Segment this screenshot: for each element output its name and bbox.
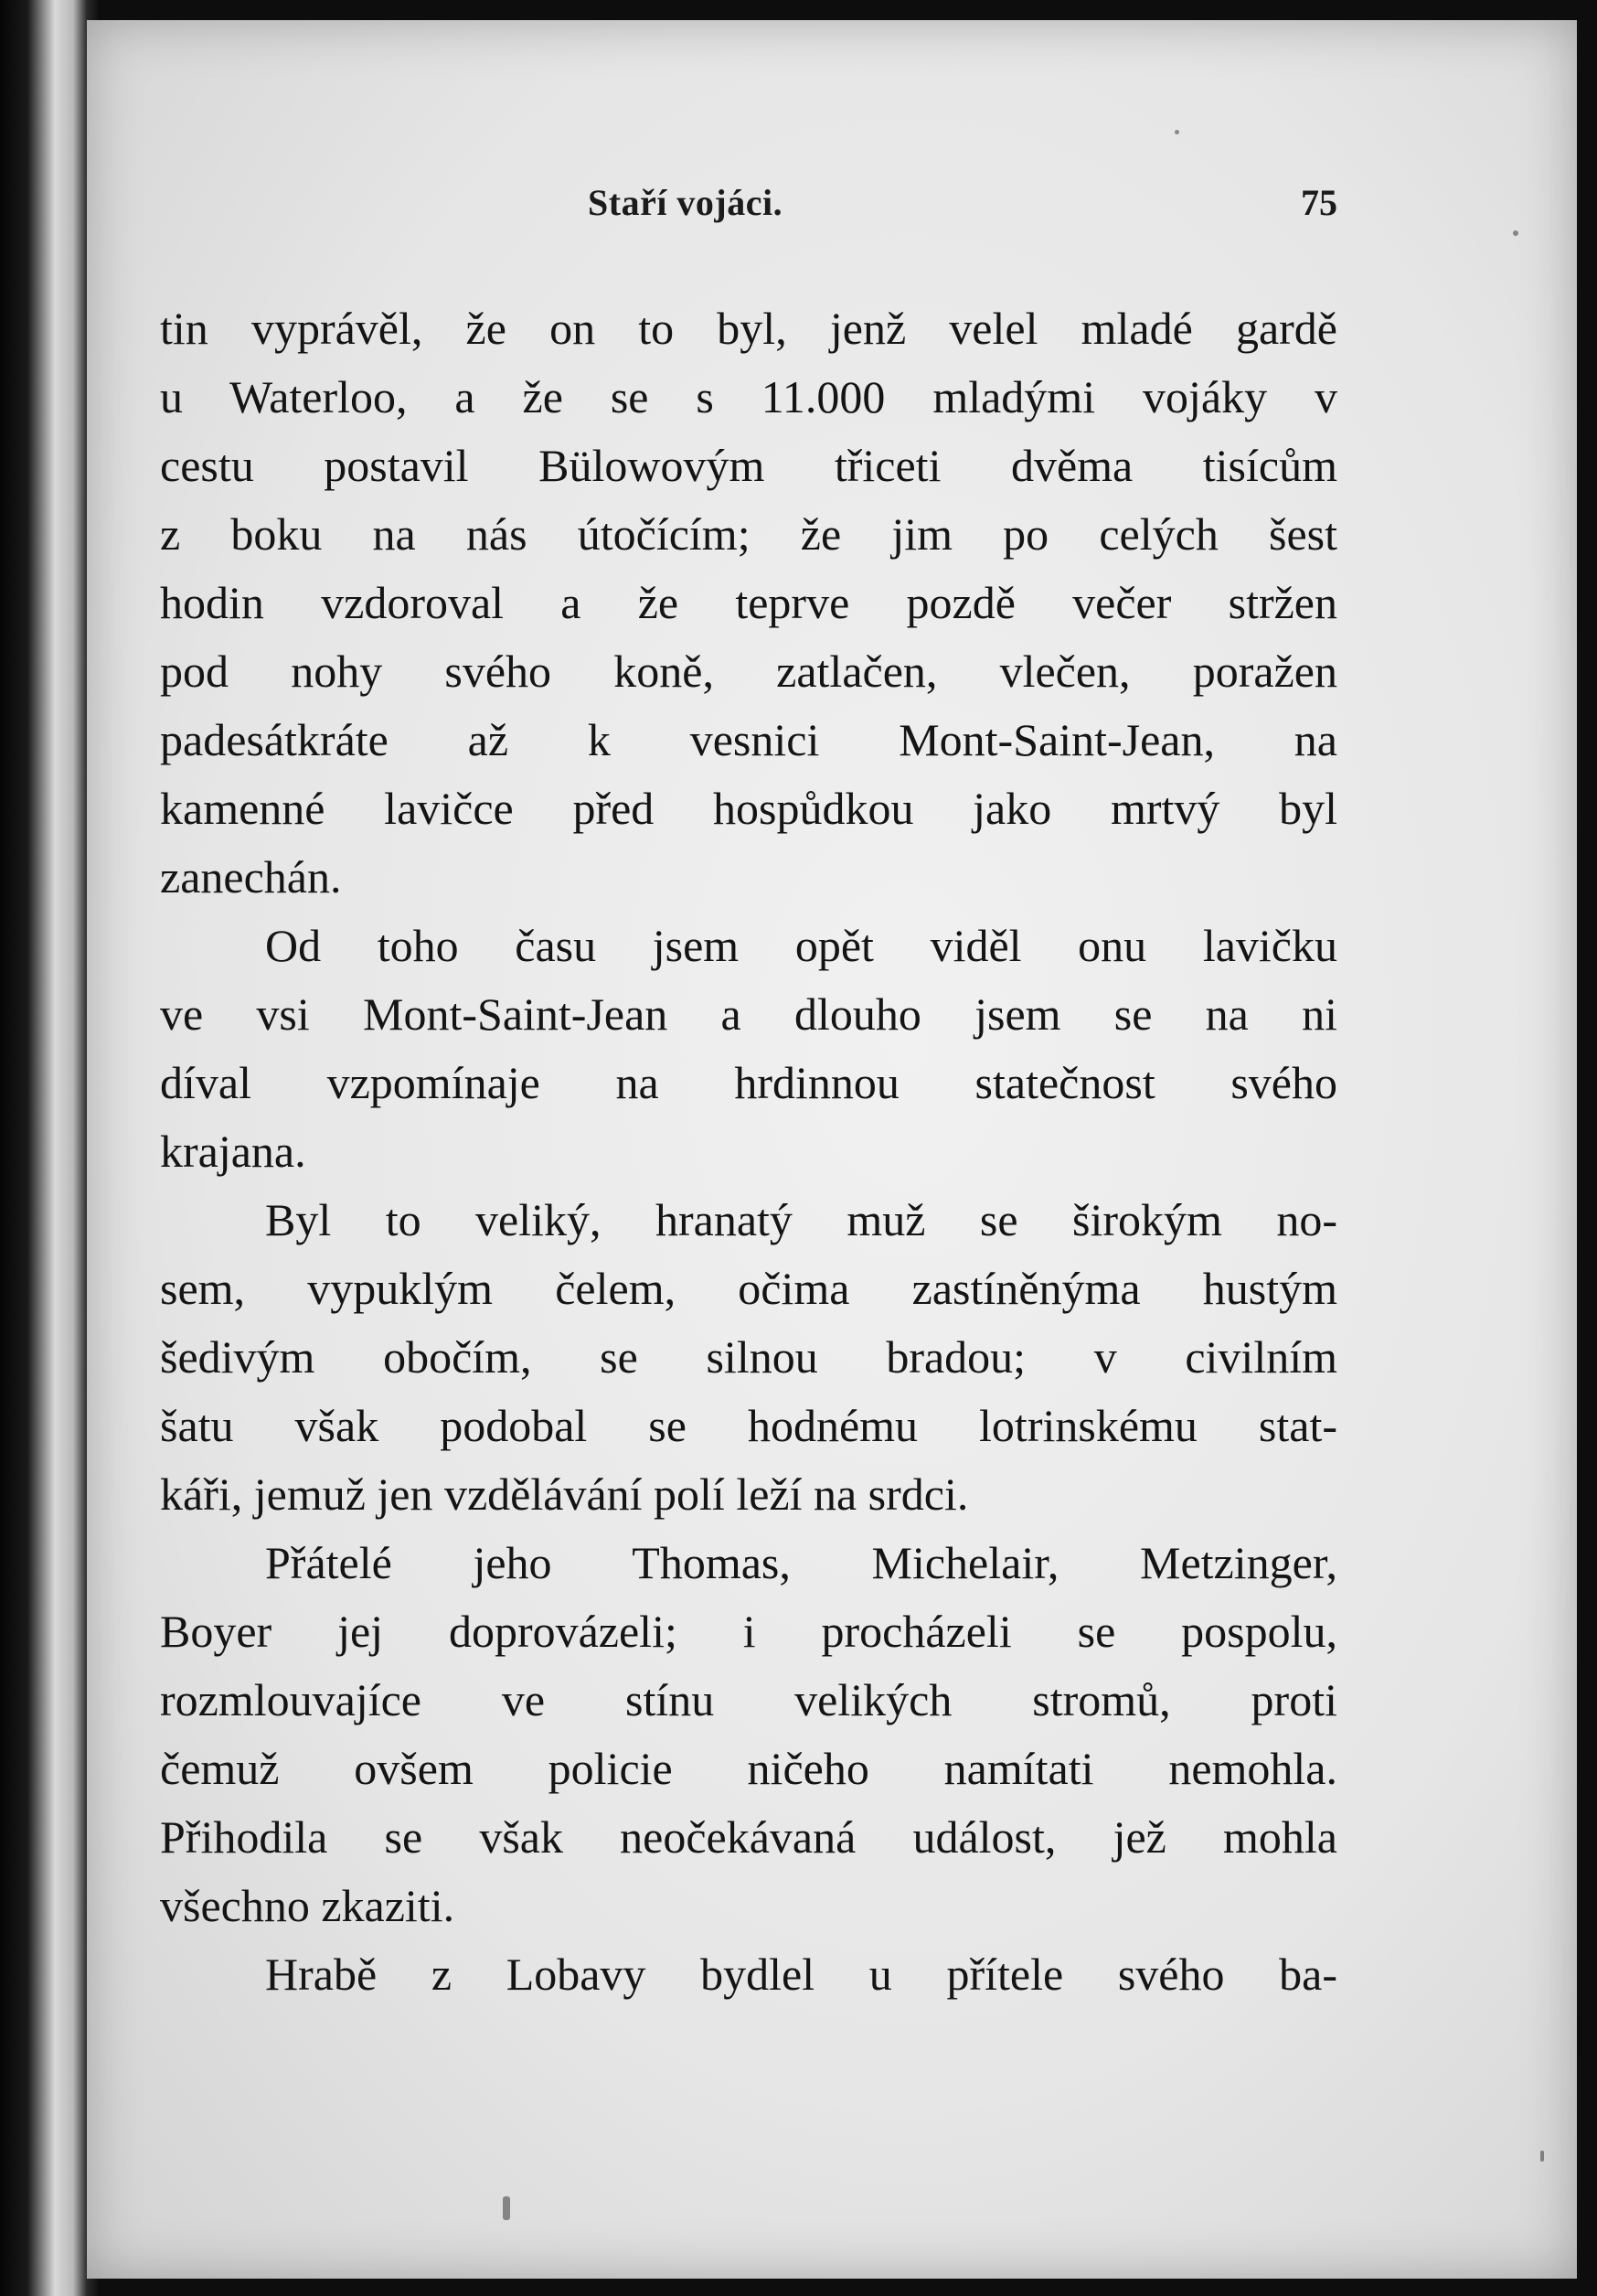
text-line: zanechán.: [160, 851, 342, 902]
text-line: tin vyprávěl, že on to byl, jenž velel mladé gardě: [160, 303, 1337, 354]
text-line: ve vsi Mont-Saint-Jean a dlouho jsem se na ni: [160, 988, 1337, 1040]
text-line: díval vzpomínaje na hrdinnou statečnost svého: [160, 1057, 1337, 1108]
text-line: Od toho času jsem opět viděl onu lavičku: [265, 920, 1337, 971]
page-header: [588, 181, 1337, 227]
text-line: čemuž ovšem policie ničeho namítati nemohla.: [160, 1743, 1337, 1794]
text-line: kamenné lavičce před hospůdkou jako mrtvý byl: [160, 783, 1337, 834]
scan-speck: [1175, 130, 1179, 134]
text-line: sem, vypuklým čelem, očima zastíněnýma hustým: [160, 1263, 1337, 1314]
scan-speck: [1540, 2151, 1544, 2162]
text-line: hodin vzdoroval a že teprve pozdě večer stržen: [160, 577, 1337, 628]
text-line: krajana.: [160, 1126, 306, 1177]
text-line: rozmlouvajíce ve stínu velikých stromů, proti: [160, 1674, 1337, 1725]
text-line: Hrabě z Lobavy bydlel u přítele svého ba-: [265, 1949, 1337, 2000]
body-text: [160, 294, 1337, 2009]
text-line: šedivým obočím, se silnou bradou; v civilním: [160, 1331, 1337, 1383]
text-line: u Waterloo, a že se s 11.000 mladými vojáky v: [160, 371, 1337, 422]
text-line: Byl to veliký, hranatý muž se širokým no-: [265, 1194, 1337, 1245]
text-line: padesátkráte až k vesnici Mont-Saint-Jean, na: [160, 714, 1337, 765]
text-line: pod nohy svého koně, zatlačen, vlečen, poražen: [160, 646, 1337, 697]
text-line: cestu postavil Bülowovým třiceti dvěma tisícům: [160, 440, 1337, 491]
text-line: káři, jemuž jen vzdělávání polí leží na srdci.: [160, 1468, 969, 1520]
book-spine: [0, 0, 101, 2296]
running-head: Staří vojáci.: [588, 182, 783, 223]
scan-speck: [503, 2196, 510, 2220]
text-line: Boyer jej doprovázeli; i procházeli se pospolu,: [160, 1606, 1337, 1657]
text-line: všechno zkaziti.: [160, 1880, 455, 1931]
text-line: Přihodila se však neočekávaná událost, jež mohla: [160, 1811, 1337, 1863]
text-line: z boku na nás útočícím; že jim po celých šest: [160, 508, 1337, 560]
text-line: šatu však podobal se hodnému lotrinskému stat-: [160, 1400, 1337, 1451]
page-number: 75: [1301, 182, 1337, 223]
text-line: Přátelé jeho Thomas, Michelair, Metzinger,: [265, 1537, 1337, 1588]
scan-speck: [1513, 230, 1518, 236]
